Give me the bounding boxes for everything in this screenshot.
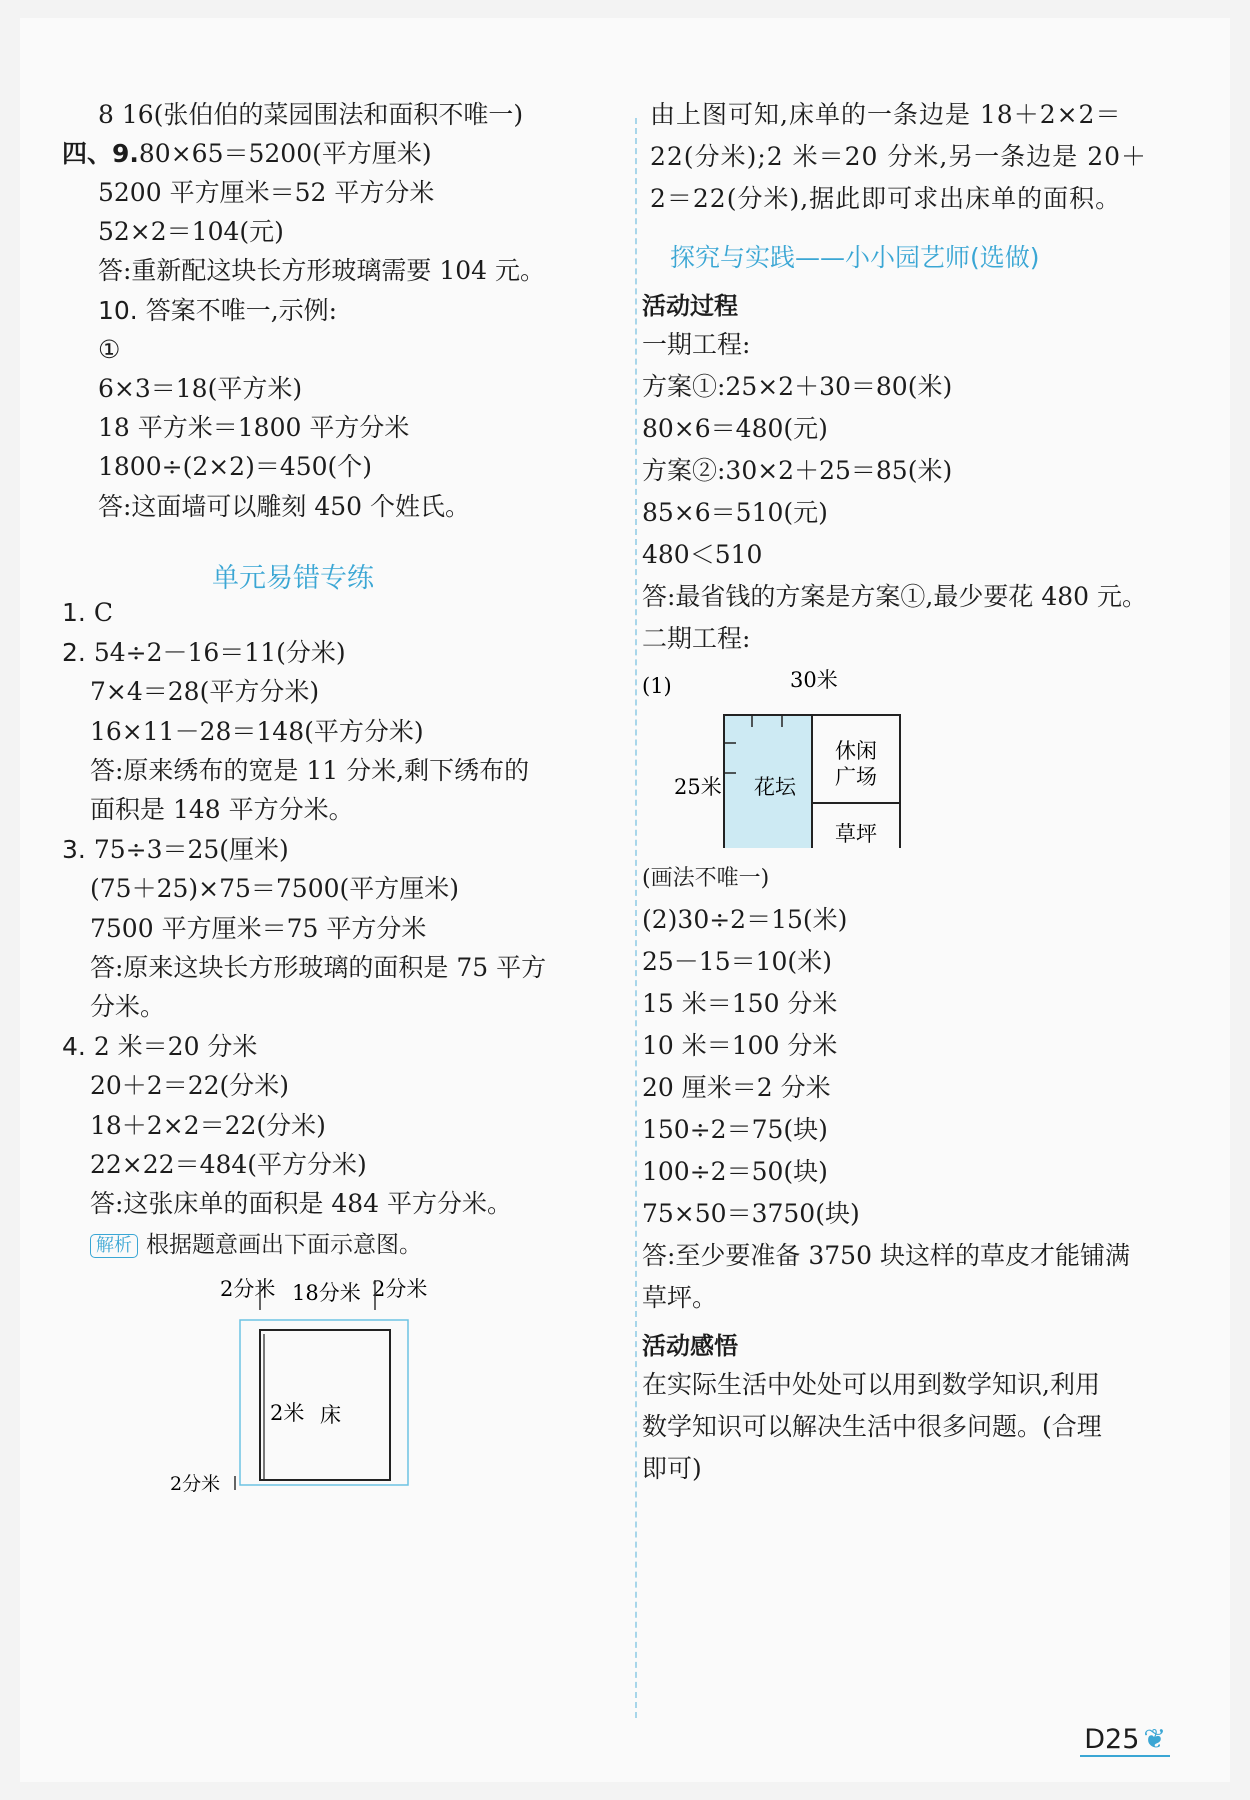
answer-line: 52×2＝104(元) [98,217,284,246]
question-number: 4. [62,1032,86,1061]
bed-name-label: 床 [320,1403,341,1427]
answer-line: 二期工程: [642,624,751,653]
answer-line: 答:原来绣布的宽是 11 分米,剩下绣布的 [90,756,530,785]
question-number: 1. [62,598,86,627]
answer-line: 答:至少要准备 3750 块这样的草皮才能铺满 [642,1241,1130,1270]
answer-line: 答:这面墙可以雕刻 450 个姓氏。 [98,492,471,521]
answer-line [62,596,113,630]
bed-top-left-label: 2分米 [220,1277,276,1301]
question-number: 四、9. [62,139,139,168]
page-number [1080,1724,1170,1757]
answer-line: 6×3＝18(平方米) [98,374,303,403]
answer-line: 5200 平方厘米＝52 平方分米 [98,178,435,207]
answer-line: 分米。 [90,992,166,1021]
flower-bed-label: 花坛 [754,775,796,799]
garden-width-label: 30米 [790,668,838,692]
answer-line: 18＋2×2＝22(分米) [90,1111,326,1140]
diagram-note: (画法不唯一) [642,866,770,891]
analysis-line [90,1228,422,1262]
answer-text: 80×65＝5200(平方厘米) [138,139,432,168]
section-title: 探究与实践——小小园艺师(选做) [670,243,1040,272]
bed-top-mid-label: 18分米 [292,1281,361,1305]
answer-line: ① [98,335,121,364]
answer-line: 20＋2＝22(分米) [90,1071,290,1100]
answer-text: 2 米＝20 分米 [93,1032,258,1061]
answer-line: 答:这张床单的面积是 484 平方分米。 [90,1189,513,1218]
answer-line: 15 米＝150 分米 [642,989,838,1018]
answer-text: 答案不唯一,示例: [145,296,338,325]
section-title: 单元易错专练 [212,563,374,594]
garden-height-label: 25米 [674,775,722,799]
answer-line: 22(分米);2 米＝20 分米,另一条边是 20＋ [650,142,1148,171]
bed-length-label: 2米 [270,1401,305,1425]
answer-line: 面积是 148 平方分米。 [90,795,354,824]
garden-diagram [642,663,942,848]
answer-line: (75＋25)×75＝7500(平方厘米) [90,874,460,903]
answer-line: 480＜510 [642,540,763,569]
answer-line [62,137,432,171]
answer-line: 7×4＝28(平方分米) [90,677,320,706]
answer-line [98,294,337,328]
answer-line: 20 厘米＝2 分米 [642,1073,831,1102]
plaza-label-2: 广场 [835,765,877,789]
answer-line [62,636,346,670]
answer-line: 由上图可知,床单的一条边是 18＋2×2＝ [650,100,1122,129]
column-divider [635,118,637,1718]
bed-top-right-label: 2分米 [372,1277,428,1301]
answer-line: 150÷2＝75(块) [642,1115,828,1144]
answer-text: 75÷3＝25(厘米) [93,835,289,864]
plaza-label-1: 休闲 [835,739,877,763]
answer-line: 10 米＝100 分米 [642,1031,838,1060]
diagram-label: (1) [642,674,672,698]
answer-line [62,1030,257,1064]
answer-line: 答:原来这块长方形玻璃的面积是 75 平方 [90,953,547,982]
analysis-tag: 解析 [90,1234,138,1258]
answer-line: 2＝22(分米),据此即可求出床单的面积。 [650,184,1122,213]
answer-line: 一期工程: [642,330,751,359]
answer-line: 85×6＝510(元) [642,498,828,527]
subsection-title: 活动过程 [642,292,738,320]
answer-line: 80×6＝480(元) [642,414,828,443]
answer-line: 方案①:25×2＋30＝80(米) [642,372,953,401]
answer-line: 答:重新配这块长方形玻璃需要 104 元。 [98,256,546,285]
answer-line: 25－15＝10(米) [642,947,832,976]
answer-line: 16×11－28＝148(平方分米) [90,717,424,746]
answer-text: C [93,598,113,627]
analysis-text: 根据题意画出下面示意图。 [146,1232,422,1258]
answer-line: 方案②:30×2＋25＝85(米) [642,456,953,485]
answer-line: 7500 平方厘米＝75 平方分米 [90,914,427,943]
answer-line: 75×50＝3750(块) [642,1199,860,1228]
answer-text: 54÷2－16＝11(分米) [93,638,346,667]
answer-line [62,833,289,867]
answer-line: 草坪。 [642,1283,718,1312]
answer-line: 18 平方米＝1800 平方分米 [98,413,410,442]
subsection-title: 活动感悟 [642,1332,738,1360]
answer-line: 8 16(张伯伯的菜园围法和面积不唯一) [98,100,524,129]
bed-diagram [160,1268,460,1498]
answer-line: 答:最省钱的方案是方案①,最少要花 480 元。 [642,582,1147,611]
answer-line: (2)30÷2＝15(米) [642,905,848,934]
lawn-label: 草坪 [835,822,877,846]
answer-page [20,18,1230,1782]
bed-bottom-label: 2分米 [170,1473,221,1495]
answer-line: 22×22＝484(平方分米) [90,1150,367,1179]
leaf-icon: ❦ [1143,1724,1166,1755]
question-number: 3. [62,835,86,864]
answer-line: 100÷2＝50(块) [642,1157,828,1186]
answer-line: 在实际生活中处处可以用到数学知识,利用 [642,1370,1100,1399]
answer-line: 即可) [642,1454,702,1483]
page-number-text: D25 [1084,1724,1140,1755]
answer-line: 1800÷(2×2)＝450(个) [98,452,373,481]
question-number: 2. [62,638,86,667]
answer-line: 数学知识可以解决生活中很多问题。(合理 [642,1412,1102,1441]
question-number: 10. [98,296,138,325]
